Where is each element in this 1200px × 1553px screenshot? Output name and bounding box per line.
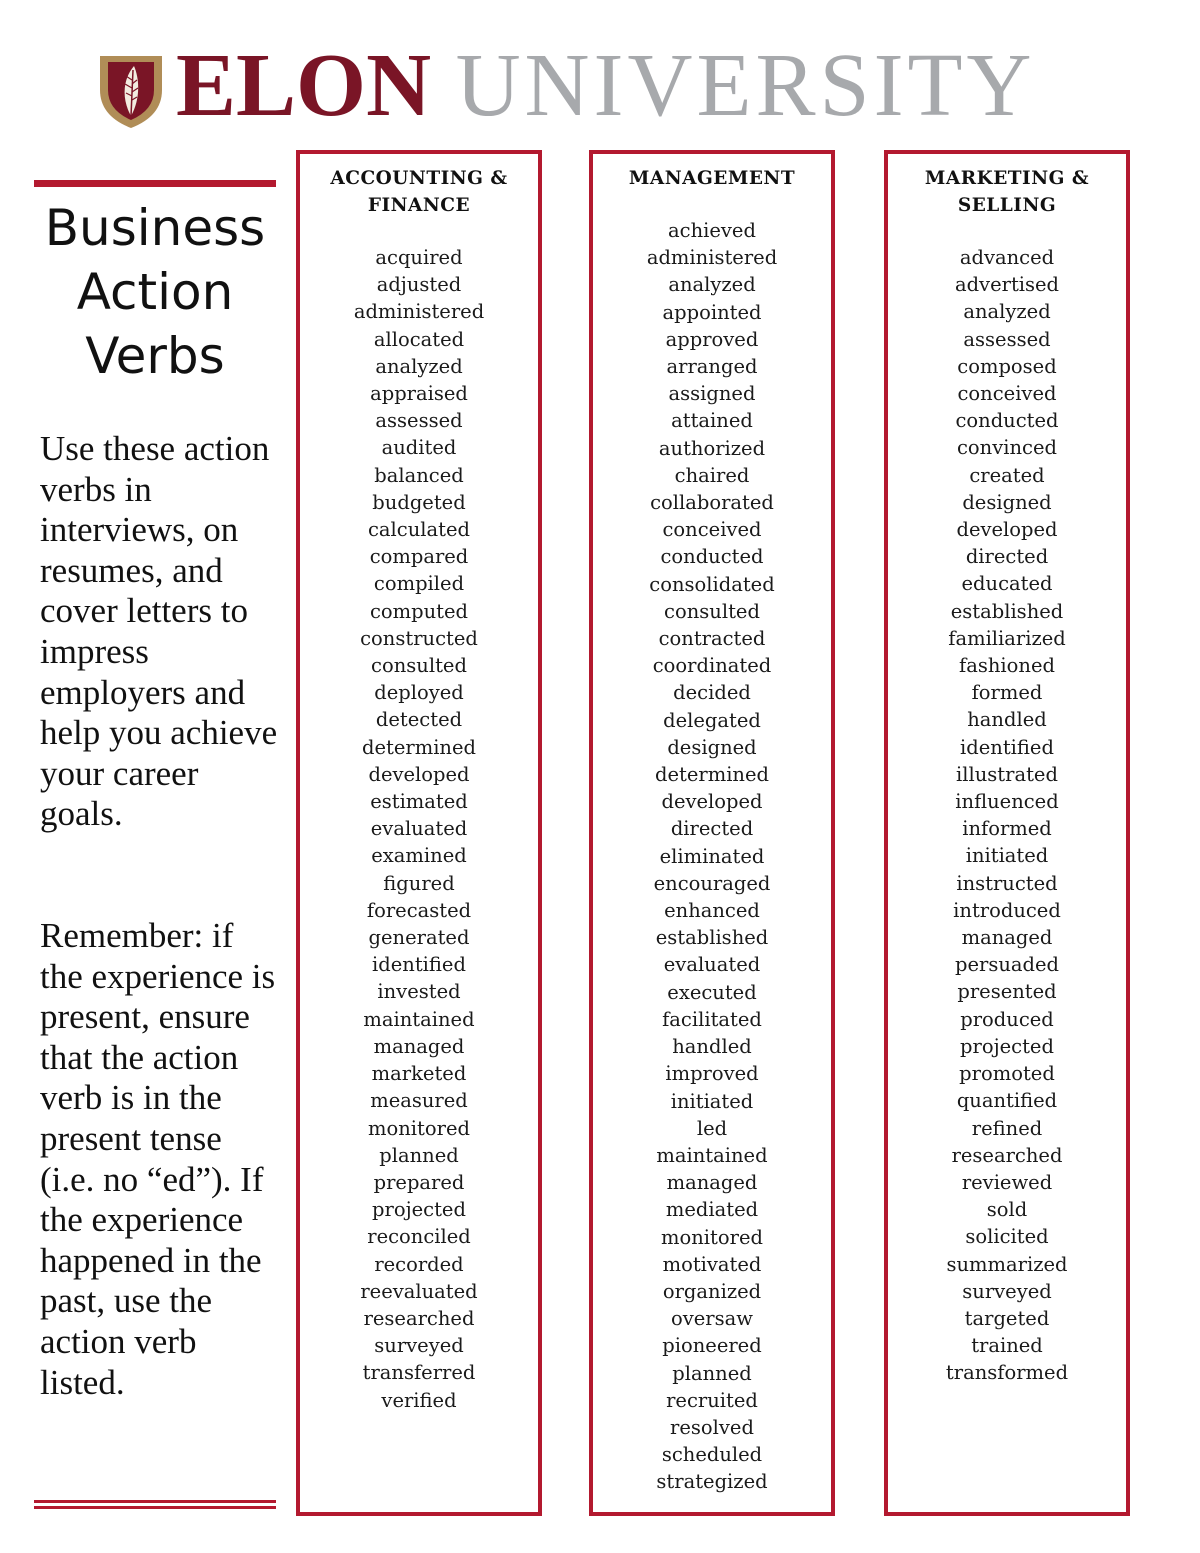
verb-item: reconciled	[367, 1225, 471, 1249]
title-line: Action	[76, 263, 234, 321]
verb-item: improved	[665, 1062, 759, 1086]
verb-item: delegated	[663, 708, 761, 732]
verb-item: analyzed	[963, 300, 1051, 324]
verb-item: maintained	[363, 1007, 475, 1031]
verb-item: trained	[971, 1334, 1043, 1358]
verb-item: designed	[667, 735, 757, 759]
verb-list	[593, 217, 831, 1496]
verb-item: compared	[369, 545, 469, 569]
verb-item: developed	[956, 518, 1058, 542]
verb-item: conducted	[955, 409, 1059, 433]
verb-item: developed	[661, 790, 763, 814]
verb-item: determined	[361, 735, 477, 759]
wordmark-elon: ELON	[176, 36, 432, 135]
verb-item: prepared	[373, 1170, 465, 1194]
verb-item: familiarized	[948, 626, 1066, 650]
verb-item: transformed	[945, 1361, 1069, 1385]
verb-item: appointed	[662, 300, 762, 324]
column-accounting-finance	[296, 150, 542, 1516]
verb-item: established	[655, 926, 769, 950]
verb-item: analyzed	[375, 354, 463, 378]
verb-item: managed	[666, 1171, 758, 1195]
column-management	[589, 150, 835, 1516]
verb-item: estimated	[370, 790, 468, 814]
verb-item: solicited	[965, 1225, 1049, 1249]
verb-item: conceived	[662, 518, 762, 542]
verb-item: marketed	[371, 1062, 467, 1086]
verb-item: consulted	[664, 599, 760, 623]
shield-leaf-icon	[96, 50, 166, 130]
heading-line: FINANCE	[367, 195, 471, 216]
verb-item: formed	[971, 681, 1043, 705]
title-line: Business	[44, 199, 266, 257]
verb-item: audited	[381, 436, 457, 460]
verb-item: established	[950, 599, 1064, 623]
verb-item: constructed	[360, 626, 478, 650]
verb-item: persuaded	[954, 953, 1060, 977]
verb-item: educated	[961, 572, 1053, 596]
verb-item: monitored	[368, 1116, 470, 1140]
verb-item: directed	[670, 817, 754, 841]
verb-item: projected	[372, 1198, 466, 1222]
verb-item: adjusted	[376, 273, 462, 297]
verb-item: composed	[957, 354, 1057, 378]
verb-item: recorded	[374, 1252, 464, 1276]
verb-item: maintained	[656, 1143, 768, 1167]
column-marketing-selling	[884, 150, 1130, 1516]
verb-item: identified	[960, 735, 1054, 759]
verb-item: initiated	[965, 844, 1049, 868]
verb-item: targeted	[964, 1306, 1050, 1330]
page-title	[34, 196, 276, 388]
verb-item: introduced	[953, 898, 1061, 922]
verb-item: influenced	[955, 790, 1059, 814]
verb-item: enhanced	[664, 899, 760, 923]
page-header	[0, 0, 1200, 140]
verb-item: transferred	[362, 1361, 476, 1385]
verb-item: measured	[370, 1089, 468, 1113]
verb-item: conceived	[957, 382, 1057, 406]
verb-item: oversaw	[671, 1307, 753, 1331]
verb-item: assessed	[963, 327, 1051, 351]
verb-item: consolidated	[649, 572, 775, 596]
column-heading	[593, 165, 831, 192]
verb-item: compiled	[373, 572, 465, 596]
verb-item: conducted	[660, 545, 764, 569]
verb-item: approved	[665, 327, 759, 351]
verb-item: assessed	[375, 409, 463, 433]
verb-item: encouraged	[653, 871, 771, 895]
verb-list	[888, 244, 1126, 1387]
verb-item: managed	[373, 1034, 465, 1058]
verb-item: allocated	[373, 327, 465, 351]
verb-item: executed	[667, 980, 757, 1004]
verb-item: fashioned	[959, 654, 1055, 678]
verb-item: figured	[383, 871, 455, 895]
verb-item: instructed	[956, 871, 1058, 895]
verb-item: handled	[672, 1035, 752, 1059]
verb-item: planned	[672, 1361, 752, 1385]
verb-item: invested	[377, 980, 461, 1004]
verb-item: recruited	[666, 1388, 758, 1412]
verb-item: chaired	[674, 463, 750, 487]
verb-item: mediated	[665, 1198, 759, 1222]
remember-paragraph: Remember: if the experience is present, ensure that the action verb is in the present tense (i.e. no “ed”). If the experience happened in the past, use the action verb listed.	[40, 916, 276, 1402]
verb-item: illustrated	[956, 762, 1058, 786]
verb-item: promoted	[959, 1062, 1055, 1086]
verb-item: reviewed	[961, 1170, 1053, 1194]
verb-item: consulted	[371, 654, 467, 678]
column-heading	[888, 165, 1126, 219]
bottom-divider	[34, 1506, 276, 1509]
verb-item: determined	[654, 763, 770, 787]
verb-item: budgeted	[372, 490, 466, 514]
verb-item: monitored	[661, 1225, 763, 1249]
title-line: Verbs	[85, 327, 225, 385]
verb-item: facilitated	[662, 1007, 762, 1031]
intro-paragraph: Use these action verbs in interviews, on resumes, and cover letters to impress employers and help you achieve your career goals.	[40, 429, 278, 834]
verb-item: authorized	[658, 436, 766, 460]
verb-item: assigned	[668, 382, 756, 406]
verb-item: administered	[353, 300, 485, 324]
verb-item: refined	[971, 1116, 1043, 1140]
verb-item: identified	[372, 953, 466, 977]
verb-item: motivated	[662, 1252, 762, 1276]
verb-item: directed	[965, 545, 1049, 569]
verb-item: handled	[967, 708, 1047, 732]
verb-item: analyzed	[668, 273, 756, 297]
verb-item: sold	[986, 1198, 1028, 1222]
verb-item: organized	[662, 1279, 762, 1303]
verb-item: advanced	[959, 246, 1055, 269]
verb-list	[300, 244, 538, 1414]
verb-item: balanced	[374, 463, 464, 487]
verb-item: collaborated	[650, 491, 774, 515]
verb-item: reevaluated	[360, 1279, 478, 1303]
verb-item: arranged	[666, 355, 758, 379]
column-heading	[300, 165, 538, 219]
verb-item: scheduled	[661, 1443, 763, 1467]
verb-item: generated	[368, 926, 470, 950]
verb-item: surveyed	[374, 1334, 464, 1358]
verb-item: detected	[375, 708, 463, 732]
verb-item: strategized	[656, 1470, 768, 1494]
verb-item: evaluated	[663, 953, 761, 977]
verb-item: evaluated	[370, 817, 468, 841]
verb-item: developed	[368, 762, 470, 786]
heading-line: MANAGEMENT	[628, 168, 796, 189]
verb-item: surveyed	[962, 1279, 1052, 1303]
verb-item: contracted	[658, 627, 766, 651]
verb-item: resolved	[670, 1415, 754, 1439]
verb-item: researched	[951, 1143, 1063, 1167]
verb-item: produced	[960, 1007, 1054, 1031]
verb-item: quantified	[956, 1089, 1058, 1113]
verb-item: computed	[369, 599, 469, 623]
verb-item: achieved	[668, 219, 756, 242]
verb-item: managed	[961, 926, 1053, 950]
verb-item: initiated	[670, 1089, 754, 1113]
heading-line: SELLING	[957, 195, 1057, 216]
verb-item: summarized	[946, 1252, 1068, 1276]
university-wordmark	[176, 36, 1036, 136]
wordmark-university: UNIVERSITY	[455, 36, 1036, 135]
verb-item: decided	[673, 681, 751, 705]
verb-item: presented	[957, 980, 1057, 1004]
verb-item: verified	[381, 1388, 457, 1412]
verb-item: convinced	[957, 436, 1057, 460]
verb-item: led	[696, 1116, 728, 1140]
top-divider	[34, 180, 276, 187]
verb-item: created	[969, 463, 1045, 487]
verb-item: attained	[671, 409, 753, 433]
verb-item: eliminated	[659, 844, 765, 868]
verb-item: examined	[371, 844, 467, 868]
heading-line: MARKETING &	[924, 168, 1090, 189]
verb-item: administered	[646, 246, 778, 270]
verb-item: pioneered	[662, 1334, 762, 1358]
verb-item: advertised	[954, 273, 1060, 297]
verb-item: coordinated	[652, 654, 772, 678]
heading-line: ACCOUNTING &	[330, 168, 508, 189]
verb-item: planned	[379, 1143, 459, 1167]
verb-item: calculated	[368, 518, 470, 542]
verb-item: informed	[962, 817, 1052, 841]
verb-item: designed	[962, 490, 1052, 514]
verb-item: acquired	[375, 246, 463, 269]
verb-item: forecasted	[366, 898, 472, 922]
verb-item: deployed	[374, 681, 464, 705]
bottom-divider	[34, 1500, 276, 1503]
verb-item: researched	[363, 1306, 475, 1330]
verb-item: projected	[960, 1034, 1054, 1058]
verb-item: appraised	[370, 382, 468, 406]
